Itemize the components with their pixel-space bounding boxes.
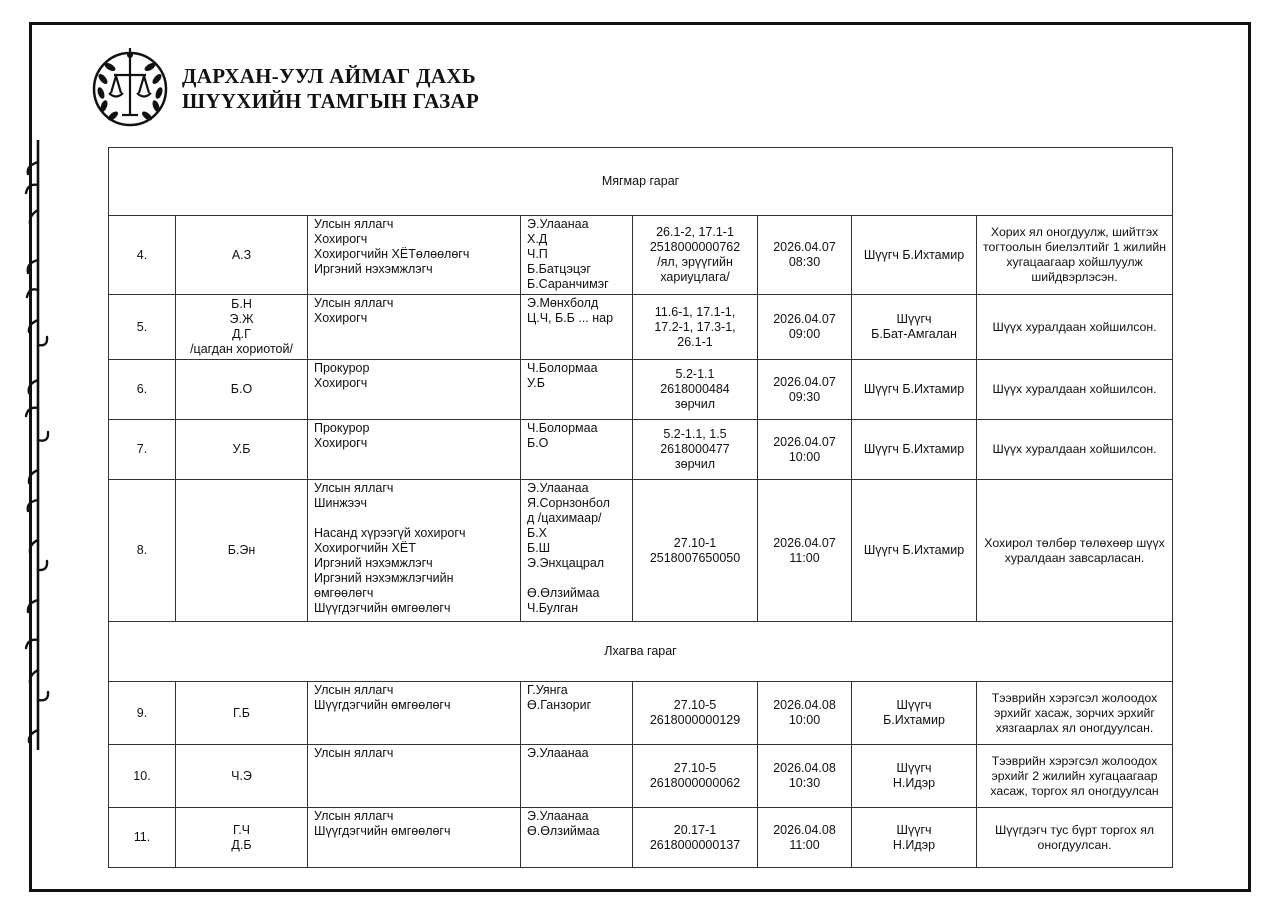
- hearing-datetime-line: 09:00: [788, 327, 821, 341]
- judge-name-cell: [852, 360, 977, 420]
- judge-name-line: Б.Бат-Амгалан: [871, 327, 957, 341]
- hearing-result-cell: [977, 295, 1173, 360]
- hearing-result-line: Хорих ял оногдуулж, шийтгэх тогтоолын биелэлтийг 1 жилийн хугацаагаар хойшлуулж шийдвэрлэсэн.: [983, 225, 1166, 284]
- law-article-line: 27.10-5: [673, 761, 717, 775]
- participant-names-cell: [521, 682, 633, 745]
- participant-roles-line: Шүүгдэгчийн өмгөөлөгч: [314, 601, 451, 615]
- case-number-cell: 6.: [109, 360, 176, 420]
- judge-name-line: Н.Идэр: [892, 837, 936, 852]
- participant-roles-cell: [308, 808, 521, 868]
- law-article-line: зөрчил: [674, 457, 716, 471]
- schedule-table: [108, 147, 1173, 868]
- participant-names-cell: [521, 295, 633, 360]
- case-number-cell: 8.: [109, 480, 176, 622]
- participant-names-line: Ц.Ч, Б.Б ... нар: [527, 311, 614, 325]
- participant-roles-line: Иргэний нэхэмжлэгчийн: [314, 571, 454, 585]
- hearing-datetime-cell: [758, 295, 852, 360]
- defendant-name-line: Б.Н: [231, 297, 252, 311]
- participant-names-line: Э.Улаанаа: [527, 481, 589, 495]
- law-article-line: 2618000000129: [649, 713, 741, 727]
- participant-names-line: Э.Улаанаа: [527, 746, 589, 760]
- case-row: [109, 808, 1173, 868]
- judge-name-cell: [852, 745, 977, 808]
- participant-names-line: д /цахимаар/: [527, 511, 602, 525]
- participant-roles-line: Хохирогч: [314, 436, 368, 450]
- participant-names-line: Ө.Ганзориг: [527, 698, 592, 712]
- participant-roles-line: Улсын яллагч: [314, 683, 394, 697]
- defendant-name-cell: [176, 216, 308, 295]
- participant-roles-line: өмгөөлөгч: [314, 586, 374, 600]
- law-article-line: 26.1-2, 17.1-1: [656, 225, 734, 239]
- participant-names-line: Б.Саранчимэг: [527, 277, 609, 291]
- law-article-line: 2618000000137: [649, 837, 741, 852]
- defendant-name-cell: [176, 295, 308, 360]
- hearing-datetime-line: 09:30: [788, 389, 821, 404]
- law-article-cell: [633, 682, 758, 745]
- law-article-line: 5.2-1.1: [675, 367, 715, 381]
- participant-names-cell: [521, 420, 633, 480]
- judge-name-line: Шүүгч: [896, 822, 932, 837]
- hearing-datetime-line: 08:30: [788, 255, 821, 269]
- law-article-cell: [633, 808, 758, 868]
- judge-name-line: Шүүгч: [896, 698, 932, 712]
- participant-names-line: Я.Сорнзонбол: [527, 496, 610, 510]
- participant-names-cell: [521, 216, 633, 295]
- judge-name-line: Шүүгч Б.Ихтамир: [863, 247, 965, 262]
- case-number-cell: 10.: [109, 745, 176, 808]
- participant-roles-cell: [308, 360, 521, 420]
- case-row: [109, 295, 1173, 360]
- hearing-datetime-line: 2026.04.07: [773, 535, 836, 550]
- org-title-line-2: ШҮҮХИЙН ТАМГЫН ГАЗАР: [182, 89, 480, 113]
- org-title-line-1: ДАРХАН-УУЛ АЙМАГ ДАХЬ: [182, 64, 476, 88]
- defendant-name-cell: [176, 682, 308, 745]
- hearing-datetime-line: 10:00: [788, 449, 821, 464]
- participant-roles-cell: [308, 745, 521, 808]
- defendant-name-cell: [176, 480, 308, 622]
- hearing-datetime-cell: [758, 745, 852, 808]
- hearing-result-line: Шүүгдэгч тус бүрт торгох ял оногдуулсан.: [995, 822, 1155, 852]
- participant-names-line: Э.Улаанаа: [527, 217, 589, 231]
- vertical-script-line: [16, 140, 56, 750]
- participant-names-line: Ө.Өлзиймаа: [527, 586, 600, 600]
- org-title: [182, 64, 479, 114]
- court-emblem-icon: [90, 45, 170, 129]
- judge-name-cell: [852, 808, 977, 868]
- law-article-line: 26.1-1: [677, 334, 713, 349]
- judge-name-line: Шүүгч Б.Ихтамир: [863, 382, 965, 396]
- participant-roles-line: Улсын яллагч: [314, 809, 394, 823]
- participant-roles-line: Шинжээч: [314, 496, 367, 510]
- hearing-datetime-cell: [758, 216, 852, 295]
- participant-names-line: [527, 571, 626, 586]
- hearing-result-cell: [977, 480, 1173, 622]
- defendant-name-line: У.Б: [232, 442, 251, 456]
- participant-roles-line: Хохирогч: [314, 376, 368, 390]
- law-article-line: 5.2-1.1, 1.5: [663, 427, 727, 441]
- hearing-datetime-line: 10:00: [788, 713, 821, 727]
- law-article-line: хариуцлага/: [660, 270, 730, 284]
- judge-name-line: Шүүгч Б.Ихтамир: [863, 543, 965, 557]
- participant-names-cell: [521, 480, 633, 622]
- participant-roles-line: Хохирогчийн ХЁТ: [314, 541, 416, 555]
- law-article-line: 2518007650050: [649, 550, 741, 565]
- defendant-name-line: Д.Б: [231, 837, 252, 852]
- law-article-line: /ял, эрүүгийн: [657, 255, 733, 269]
- case-number-cell: 5.: [109, 295, 176, 360]
- participant-names-line: Э.Улаанаа: [527, 809, 589, 823]
- hearing-result-line: Тээврийн хэрэгсэл жолоодох эрхийг хасаж, зорчих эрхийг хязгаарлах ял оногдуулсан.: [991, 690, 1158, 735]
- defendant-name-line: Б.О: [230, 382, 253, 396]
- hearing-datetime-line: 2026.04.07: [773, 312, 836, 326]
- hearing-datetime-line: 2026.04.08: [773, 822, 836, 837]
- judge-name-cell: [852, 216, 977, 295]
- hearing-result-cell: [977, 682, 1173, 745]
- hearing-datetime-line: 2026.04.08: [773, 698, 836, 712]
- law-article-line: 2618000477: [660, 442, 730, 456]
- hearing-result-line: Тээврийн хэрэгсэл жолоодох эрхийг 2 жилийн хугацаагаар хасаж, торгох ял оногдуулсан: [990, 753, 1159, 798]
- case-number-cell: 4.: [109, 216, 176, 295]
- participant-names-line: Э.Энхцацрал: [527, 556, 605, 570]
- case-row: [109, 682, 1173, 745]
- participant-roles-line: Насанд хүрээгүй хохирогч: [314, 526, 466, 540]
- judge-name-cell: [852, 420, 977, 480]
- day-label: Лхагва гараг: [109, 622, 1173, 682]
- judge-name-cell: [852, 480, 977, 622]
- law-article-line: 27.10-1: [673, 535, 717, 550]
- participant-names-line: Э.Мөнхболд: [527, 296, 599, 310]
- defendant-name-line: Б.Эн: [227, 543, 256, 557]
- defendant-name-line: А.З: [231, 247, 252, 262]
- defendant-name-cell: [176, 745, 308, 808]
- hearing-result-line: Шүүх хуралдаан хойшилсон.: [992, 442, 1157, 456]
- judge-name-line: Шүүгч: [896, 761, 932, 775]
- participant-roles-line: Прокурор: [314, 361, 370, 375]
- judge-name-line: Б.Ихтамир: [883, 713, 945, 727]
- hearing-datetime-line: 11:00: [789, 837, 820, 852]
- participant-names-line: Б.Х: [527, 526, 548, 540]
- law-article-line: 2618000000062: [649, 776, 741, 790]
- hearing-datetime-cell: [758, 420, 852, 480]
- hearing-result-cell: [977, 745, 1173, 808]
- participant-roles-line: Шүүгдэгчийн өмгөөлөгч: [314, 698, 451, 712]
- participant-roles-line: Хохирогчийн ХЁТөлөөлөгч: [314, 247, 470, 261]
- participant-roles-cell: [308, 480, 521, 622]
- case-row: [109, 480, 1173, 622]
- hearing-datetime-line: 2026.04.07: [773, 240, 836, 254]
- defendant-name-line: /цагдан хориотой/: [190, 342, 293, 356]
- defendant-name-cell: [176, 420, 308, 480]
- participant-names-line: Ч.Булган: [527, 601, 579, 615]
- participant-roles-cell: [308, 216, 521, 295]
- case-number-cell: 7.: [109, 420, 176, 480]
- participant-names-line: Х.Д: [527, 232, 548, 246]
- case-row: [109, 360, 1173, 420]
- case-number-cell: 9.: [109, 682, 176, 745]
- participant-roles-line: Хохирогч: [314, 232, 368, 246]
- participant-roles-line: Иргэний нэхэмжлэгч: [314, 556, 433, 570]
- day-header-row: [109, 622, 1173, 682]
- law-article-line: 11.6-1, 17.1-1,: [654, 304, 736, 319]
- defendant-name-cell: [176, 808, 308, 868]
- case-row: [109, 420, 1173, 480]
- hearing-datetime-line: 2026.04.07: [773, 374, 836, 389]
- participant-names-line: Ө.Өлзиймаа: [527, 824, 600, 838]
- hearing-datetime-cell: [758, 480, 852, 622]
- participant-roles-cell: [308, 295, 521, 360]
- participant-roles-line: Иргэний нэхэмжлэгч: [314, 262, 433, 276]
- hearing-datetime-line: 11:00: [789, 550, 820, 565]
- participant-roles-line: Улсын яллагч: [314, 481, 394, 495]
- participant-names-cell: [521, 360, 633, 420]
- participant-roles-cell: [308, 682, 521, 745]
- hearing-result-line: Шүүх хуралдаан хойшилсон.: [992, 319, 1157, 334]
- participant-names-line: Б.Батцэцэг: [527, 262, 591, 276]
- hearing-result-cell: [977, 420, 1173, 480]
- law-article-cell: [633, 216, 758, 295]
- hearing-datetime-cell: [758, 808, 852, 868]
- hearing-datetime-line: 2026.04.07: [773, 434, 836, 449]
- hearing-datetime-line: 10:30: [788, 776, 821, 790]
- hearing-result-cell: [977, 216, 1173, 295]
- defendant-name-cell: [176, 360, 308, 420]
- day-label: Мягмар гараг: [109, 148, 1173, 216]
- judge-name-cell: [852, 682, 977, 745]
- participant-names-cell: [521, 808, 633, 868]
- participant-names-line: Б.Ш: [527, 541, 551, 555]
- participant-names-line: У.Б: [527, 376, 545, 390]
- defendant-name-line: Г.Ч: [232, 822, 251, 837]
- law-article-line: зөрчил: [674, 397, 716, 411]
- law-article-line: 2518000000762: [649, 240, 741, 254]
- hearing-datetime-cell: [758, 682, 852, 745]
- hearing-datetime-cell: [758, 360, 852, 420]
- participant-names-line: Ч.П: [527, 247, 548, 261]
- judge-name-line: Шүүгч: [896, 312, 932, 326]
- hearing-result-cell: [977, 808, 1173, 868]
- participant-roles-line: Прокурор: [314, 421, 370, 435]
- law-article-cell: [633, 420, 758, 480]
- participant-roles-line: Улсын яллагч: [314, 746, 394, 760]
- law-article-line: 2618000484: [660, 382, 730, 396]
- case-row: [109, 745, 1173, 808]
- law-article-cell: [633, 360, 758, 420]
- participant-roles-line: [314, 511, 514, 526]
- participant-roles-line: Хохирогч: [314, 311, 368, 325]
- law-article-cell: [633, 745, 758, 808]
- participant-names-line: Ч.Болормаа: [527, 421, 598, 435]
- law-article-line: 27.10-5: [673, 698, 717, 712]
- participant-roles-line: Улсын яллагч: [314, 296, 394, 310]
- law-article-line: 20.17-1: [673, 822, 717, 837]
- participant-names-line: Г.Уянга: [527, 683, 568, 697]
- law-article-line: 17.2-1, 17.3-1,: [654, 319, 736, 334]
- case-row: [109, 216, 1173, 295]
- hearing-result-line: Хохирол төлбөр төлөхөөр шүүх хуралдаан завсарласан.: [984, 535, 1165, 565]
- day-header-row: [109, 148, 1173, 216]
- law-article-cell: [633, 295, 758, 360]
- defendant-name-line: Ч.Э: [231, 768, 252, 783]
- hearing-result-line: Шүүх хуралдаан хойшилсон.: [992, 382, 1157, 396]
- participant-roles-line: Шүүгдэгчийн өмгөөлөгч: [314, 824, 451, 838]
- defendant-name-line: Д.Г: [232, 327, 251, 341]
- defendant-name-line: Э.Ж: [229, 312, 254, 326]
- defendant-name-line: Г.Б: [233, 705, 250, 720]
- judge-name-line: Шүүгч Б.Ихтамир: [863, 442, 965, 456]
- judge-name-cell: [852, 295, 977, 360]
- participant-names-cell: [521, 745, 633, 808]
- law-article-cell: [633, 480, 758, 622]
- hearing-datetime-line: 2026.04.08: [773, 761, 836, 775]
- participant-names-line: Ч.Болормаа: [527, 361, 598, 375]
- participant-roles-line: Улсын яллагч: [314, 217, 394, 231]
- judge-name-line: Н.Идэр: [892, 776, 936, 790]
- hearing-result-cell: [977, 360, 1173, 420]
- participant-names-line: Б.О: [527, 436, 549, 450]
- case-number-cell: 11.: [109, 808, 176, 868]
- participant-roles-cell: [308, 420, 521, 480]
